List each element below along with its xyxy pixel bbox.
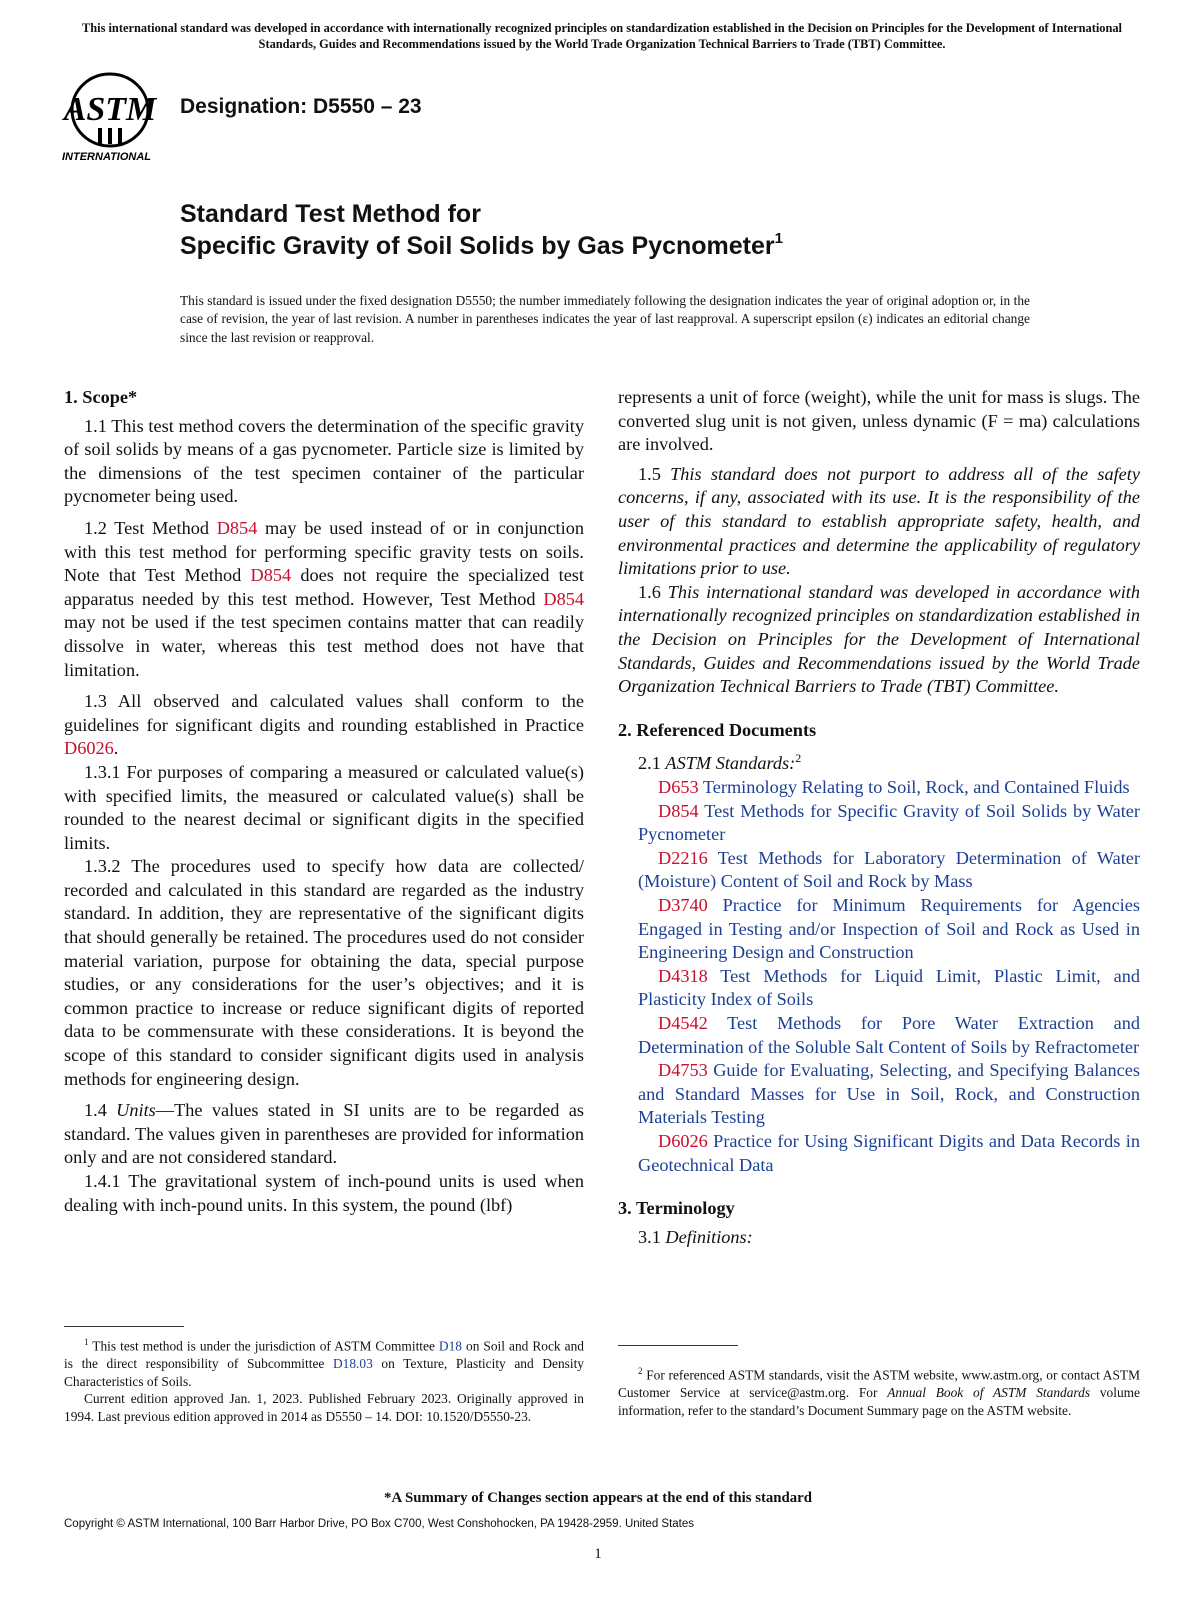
reference-item bbox=[618, 1012, 1140, 1059]
designation: Designation: D5550 – 23 bbox=[180, 95, 422, 118]
top-notice: This international standard was developed in accordance with internationally recognized principles on standardization established in the Decision on Principles for the Development of International Standards, Guides and Recommendations issued by the World Trade Organization Technical Barriers to Trade (TBT) Committee. bbox=[81, 21, 1123, 51]
footnote-rule-right bbox=[618, 1345, 738, 1346]
right-column-content bbox=[618, 386, 1140, 1249]
para-3-1: 3.1 Definitions: bbox=[638, 1226, 753, 1247]
reference-title-link[interactable]: Practice for Minimum Requirements for Agencies Engaged in Testing and/or Inspection of Soil and Rock as Used in Engineering Design and Construction bbox=[638, 894, 1140, 963]
para-2-1: 2.1 ASTM Standards:$^2$ bbox=[638, 751, 802, 774]
link-d854[interactable]: D854 bbox=[250, 565, 292, 586]
footnote-rule-left bbox=[64, 1326, 184, 1327]
para-1-5: 1.5 This standard does not purport to address all of the safety concerns, if any, associated with its use. It is the responsibility of the user of this standard to establish appropriate safety, health, and environmental practices and determine the applicability of regulatory limitations prior to use. bbox=[618, 463, 1140, 579]
reference-code-link[interactable]: D653 bbox=[658, 777, 699, 797]
issued-note: This standard is issued under the fixed designation D5550; the number immediately following the designation indicates the year of original adoption or, in the case of revision, the year of last revision. A number in parentheses indicates the year of last reapproval. A superscript epsilon (ε) indicates an editorial change since the last revision or reapproval. bbox=[180, 293, 1030, 345]
copyright: Copyright © ASTM International, 100 Barr Harbor Drive, PO Box C700, West Conshohocken, PA 19428-2959. United States bbox=[64, 1518, 695, 1530]
astm-logo bbox=[62, 68, 172, 166]
link-d854[interactable]: D854 bbox=[216, 517, 258, 538]
link-d854[interactable]: D854 bbox=[543, 588, 584, 609]
para-1-3-2: 1.3.2 The procedures used to specify how data are collected/ recorded and calculated in this standard are regarded as the industry standard. In addition, they are representative of the significant digits that should generally be retained. The procedures used do not consider material variation, purpose for obtaining the data, special purpose studies, or any considerations for the user’s objectives; and it is common practice to increase or reduce significant digits of reported data to be commensurate with these considerations. It is beyond the scope of this standard to consider significant digits used in analysis methods for engineering design. bbox=[64, 856, 584, 1089]
section-1-heading: 1. Scope* bbox=[64, 387, 138, 407]
reference-code-link[interactable]: D2216 bbox=[658, 847, 708, 868]
para-1-2: 1.2 Test Method D854 may be used instead of or in conjunction with this test method for performing specific gravity tests on soils. Note that Test Method D854 does not require the specialized test apparatus needed by this test method. However, Test Method D854 may not be used if the test specimen contains matter that can readily dissolve in water, whereas this test method does not have that limitation. bbox=[64, 517, 585, 680]
title-line-1: Standard Test Method for bbox=[180, 200, 481, 228]
page-number: 1 bbox=[594, 1546, 602, 1562]
para-1-1: 1.1 This test method covers the determination of the specific gravity of soil solids by means of a gas pycnometer. Particle size is limited by the dimensions of the test specimen container of the particular pycnometer being used. bbox=[64, 415, 584, 507]
para-1-3: 1.3 All observed and calculated values shall conform to the guidelines for significant digits and rounding established in Practice D6026. bbox=[64, 691, 584, 759]
reference-title-link[interactable]: Practice for Using Significant Digits and Data Records in Geotechnical Data bbox=[638, 1130, 1140, 1175]
reference-code-link[interactable]: D4318 bbox=[658, 965, 708, 986]
title-block bbox=[180, 198, 783, 262]
para-1-4-1-continued: represents a unit of force (weight), while the unit for mass is slugs. The converted slug unit is not given, unless dynamic (F = ma) calculations are involved. bbox=[618, 387, 1140, 455]
summary-of-changes-note: *A Summary of Changes section appears at the end of this standard bbox=[384, 1490, 812, 1506]
reference-item bbox=[618, 847, 1140, 894]
logo-mark-text: ASTM bbox=[63, 91, 157, 128]
reference-code-link[interactable]: D3740 bbox=[658, 894, 708, 915]
reference-item bbox=[618, 894, 1140, 965]
reference-code-link[interactable]: D854 bbox=[658, 800, 699, 821]
left-column bbox=[64, 386, 584, 1217]
reference-item bbox=[618, 776, 1140, 800]
title-footnote-mark: 1 bbox=[774, 229, 783, 247]
reference-code-link[interactable]: D4753 bbox=[658, 1060, 708, 1081]
reference-title-link[interactable]: Guide for Evaluating, Selecting, and Specifying Balances and Standard Masses for Use in Soil, Rock, and Construction Materials Testing bbox=[638, 1060, 1140, 1128]
reference-title-link[interactable]: Test Methods for Liquid Limit, Plastic Limit, and Plasticity Index of Soils bbox=[638, 965, 1140, 1010]
link-d18-03[interactable]: D18.03 bbox=[332, 1356, 373, 1372]
reference-item bbox=[618, 1130, 1140, 1177]
reference-code-link[interactable]: D6026 bbox=[658, 1130, 708, 1151]
reference-item bbox=[618, 965, 1140, 1012]
para-1-3-1: 1.3.1 For purposes of comparing a measured or calculated value(s) with specified limits, the measured or calculated value(s) shall be rounded to the nearest decimal or significant digits in the specified limits. bbox=[64, 761, 584, 853]
section-3-heading: 3. Terminology bbox=[618, 1198, 735, 1219]
footnote-1: $^1$ This test method is under the jurisdiction of ASTM Committee D18 on Soil and Rock and is the direct responsibility of Subcommittee D18.03 on Texture, Plasticity and Density Characteristics of Soils. Current edition approved Jan. 1, 2023. Published February 2023. Originally approved in 1994. Last previous edition approved in 2014 as D5550 – 14. DOI: 10.1520/D5550-23. bbox=[64, 1337, 584, 1424]
reference-title-link[interactable]: Terminology Relating to Soil, Rock, and Contained Fluids bbox=[702, 777, 1130, 797]
link-d6026[interactable]: D6026 bbox=[64, 738, 114, 759]
reference-item bbox=[618, 800, 1140, 847]
reference-code-link[interactable]: D4542 bbox=[658, 1012, 708, 1033]
link-d18[interactable]: D18 bbox=[438, 1338, 462, 1354]
footnote-2: $^2$ For referenced ASTM standards, visit the ASTM website, www.astm.org, or contact ASTM Customer Service at service@astm.org. For Annual Book of ASTM Standards volume information, refer to the standard’s Document Summary page on the ASTM website. bbox=[618, 1366, 1140, 1418]
reference-title-link[interactable]: Test Methods for Specific Gravity of Soil Solids by Water Pycnometer bbox=[638, 800, 1140, 845]
logo-international-text: INTERNATIONAL bbox=[62, 151, 152, 163]
reference-item bbox=[618, 1059, 1140, 1130]
reference-title-link[interactable]: Test Methods for Laboratory Determination of Water (Moisture) Content of Soil and Rock by Mass bbox=[638, 847, 1140, 892]
para-1-4-1: 1.4.1 The gravitational system of inch-pound units is used when dealing with inch-pound units. In this system, the pound (lbf) bbox=[64, 1171, 584, 1215]
para-1-6: 1.6 This international standard was developed in accordance with internationally recognized principles on standardization established in the Decision on Principles for the Development of International Standards, Guides and Recommendations issued by the World Trade Organization Technical Barriers to Trade (TBT) Committee. bbox=[618, 581, 1141, 697]
section-2-heading: 2. Referenced Documents bbox=[618, 719, 817, 740]
para-1-4: 1.4 Units—The values stated in SI units are to be regarded as standard. The values given in parentheses are provided for information only and are not considered standard. bbox=[64, 1100, 584, 1168]
title-line-2: Specific Gravity of Soil Solids by Gas Pycnometer$^1$ bbox=[180, 229, 783, 260]
reference-list bbox=[618, 776, 1140, 1177]
reference-title-link[interactable]: Test Methods for Pore Water Extraction and Determination of the Soluble Salt Content of Soils by Refractometer bbox=[638, 1012, 1140, 1057]
